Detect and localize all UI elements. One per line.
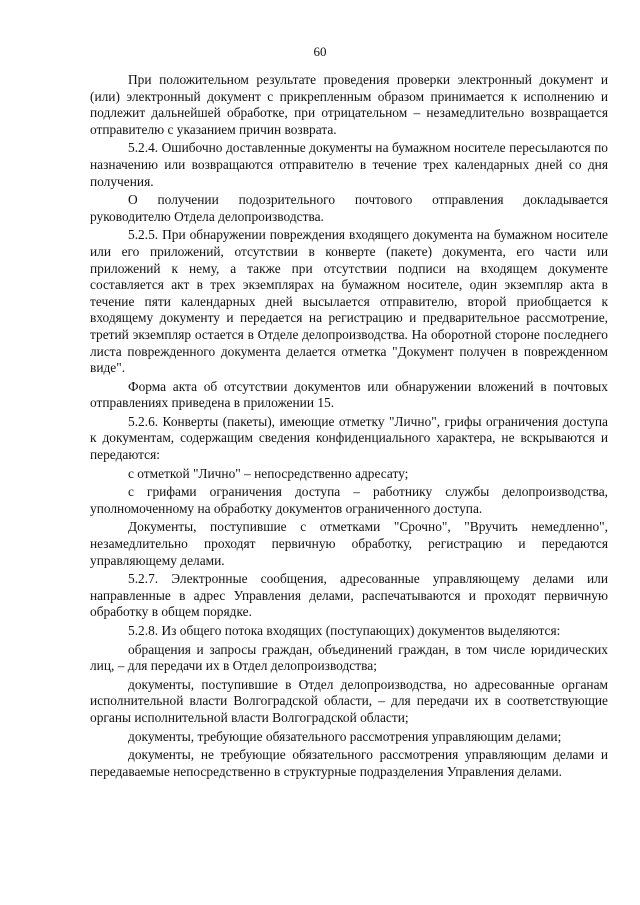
paragraph-no-mandatory-review: документы, не требующие обязательного рассмотрения управляющим делами и передаваемые непосредственно в структурные подразделения Управления делами. — [90, 747, 608, 779]
paragraph-mandatory-review: документы, требующие обязательного рассмотрения управляющим делами; — [128, 728, 562, 744]
paragraph-5-2-5: 5.2.5. При обнаружении повреждения входящего документа на бумажном носителе или его приложений, отсутствии в конверте (пакете) документа, его части или приложений к нему, а также при отсутствии подписи на входящем документе составляется акт в трех экземплярах на бумажном носителе, один экземпляр акта в течение пяти календарных дней высылается отправителю, второй приобщается к входящему документу и передается на регистрацию и предварительное рассмотрение, третий экземпляр остается в Отделе делопроизводства. На оборотной стороне последнего листа поврежденного документа делается отметка "Документ получен в поврежденном виде". — [90, 227, 608, 376]
paragraph-urgent-documents: Документы, поступившие с отметками "Срочно", "Вручить немедленно", незамедлительно проходят первичную обработку, регистрацию и передаются управляющему делами. — [90, 519, 608, 568]
paragraph-5-2-6: 5.2.6. Конверты (пакеты), имеющие отметку "Лично", грифы ограничения доступа к документам, содержащим сведения конфиденциального характера, не вскрываются и передаются: — [90, 413, 608, 463]
paragraph-misaddressed-documents: документы, поступившие в Отдел делопроизводства, но адресованные органам исполнительной власти Волгоградской области, – для передачи их в соответствующие органы исполнительной власти Волгоградской области; — [90, 676, 608, 725]
paragraph-verification-result: При положительном результате проведения проверки электронный документ и (или) электронный документ с прикрепленным образом принимается к исполнению и подлежит дальнейшей обработке, при отрицательном – незамедлительно возвращается отправителю с указанием причин возврата. — [90, 72, 608, 137]
document-body — [90, 72, 608, 780]
paragraph-restricted-access: с грифами ограничения доступа – работнику службы делопроизводства, уполномоченному на обработку документов ограниченного доступа. — [90, 484, 608, 516]
paragraph-citizen-appeals: обращения и запросы граждан, объединений граждан, в том числе юридических лиц, – для передачи их в Отдел делопроизводства; — [90, 641, 608, 674]
paragraph-5-2-4: 5.2.4. Ошибочно доставленные документы на бумажном носителе пересылаются по назначению или возвращаются отправителю в течение трех календарных дней со дня получения. — [90, 140, 608, 189]
page-number: 60 — [313, 44, 327, 59]
paragraph-personal-mark: с отметкой "Лично" – непосредственно адресату; — [128, 465, 409, 481]
paragraph-suspicious-mail: О получении подозрительного почтового отправления докладывается руководителю Отдела делопроизводства. — [90, 192, 608, 224]
paragraph-act-form: Форма акта об отсутствии документов или обнаружении вложений в почтовых отправлениях приведена в приложении 15. — [90, 378, 608, 411]
paragraph-5-2-7: 5.2.7. Электронные сообщения, адресованные управляющему делами или направленные в адрес Управления делами, распечатываются и проходят первичную обработку в общем порядке. — [90, 571, 608, 620]
paragraph-5-2-8: 5.2.8. Из общего потока входящих (поступающих) документов выделяются: — [128, 623, 561, 638]
